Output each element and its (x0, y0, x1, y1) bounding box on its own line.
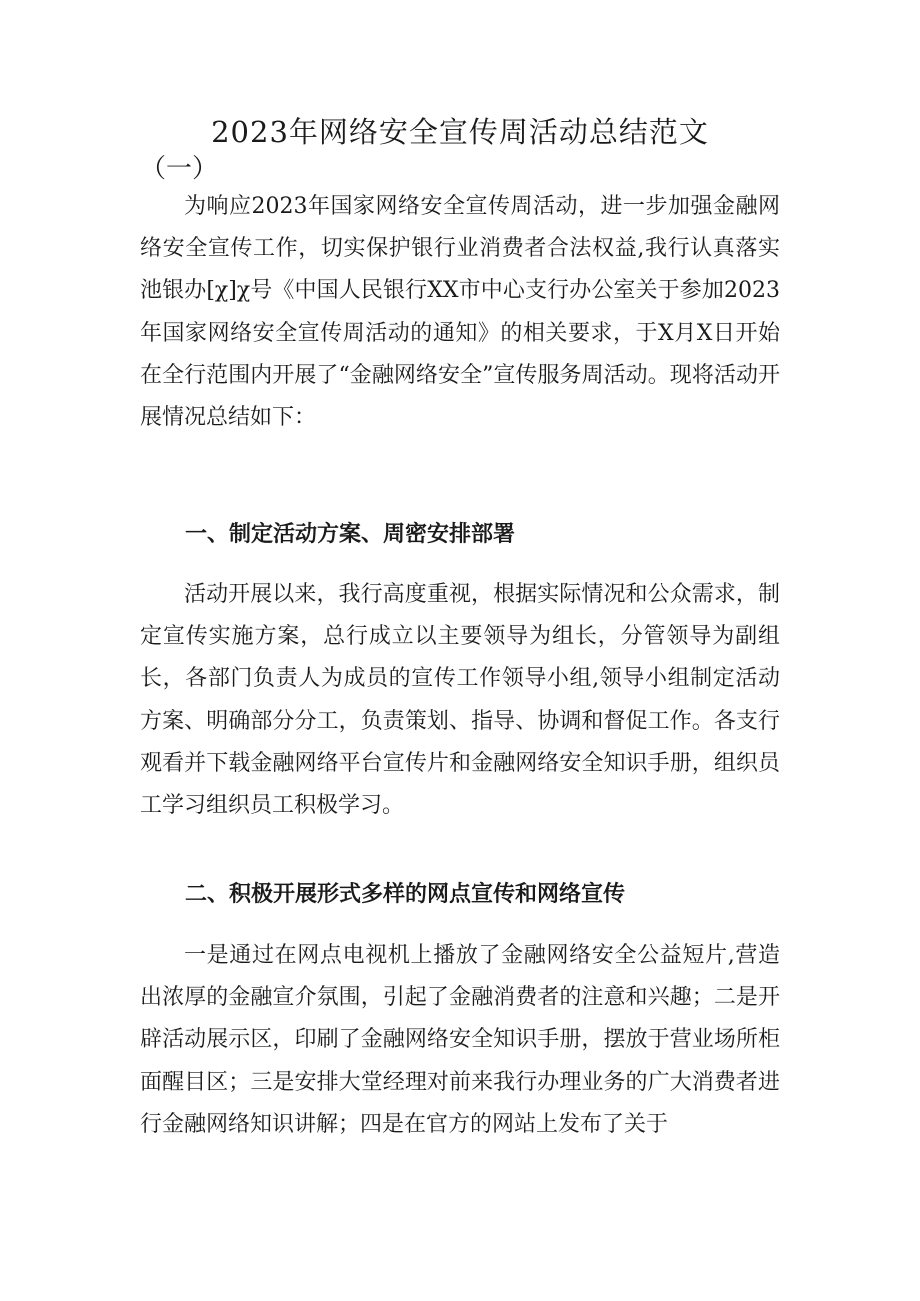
section-heading-2: 二、积极开展形式多样的网点宣传和网络宣传 (185, 881, 626, 907)
document-title: 2023年网络安全宣传周活动总结范文 (211, 115, 709, 149)
section-heading-1: 一、制定活动方案、周密安排部署 (185, 521, 516, 547)
paragraph-intro: 为响应2023年国家网络安全宣传周活动，进一步加强金融网络安全宣传工作，切实保护银行业消费者合法权益,我行认真落实池银办[χ]χ号《中国人民银行XX市中心支行办公室关于参加2023年国家网络安全宣传周活动的通知》的相关要求，于X月X日开始在全行范围内开展了“金融网络安全”宣传服务周活动。现将活动开展情况总结如下： (140, 194, 780, 431)
paragraph-section-1: 活动开展以来，我行高度重视，根据实际情况和公众需求，制定宣传实施方案，总行成立以主要领导为组长，分管领导为副组长，各部门负责人为成员的宣传工作领导小组,领导小组制定活动方案、明确部分分工，负责策划、指导、协调和督促工作。各支行观看并下载金融网络平台宣传片和金融网络安全知识手册，组织员工学习组织员工积极学习。 (140, 582, 780, 819)
document-subtitle: （一） (140, 154, 219, 184)
paragraph-section-2: 一是通过在网点电视机上播放了金融网络安全公益短片,营造出浓厚的金融宣介氛围，引起了金融消费者的注意和兴趣；二是开辟活动展示区，印刷了金融网络安全知识手册，摆放于营业场所柜面醒目区；三是安排大堂经理对前来我行办理业务的广大消费者进行金融网络知识讲解；四是在官方的网站上发布了关于 (140, 943, 780, 1137)
